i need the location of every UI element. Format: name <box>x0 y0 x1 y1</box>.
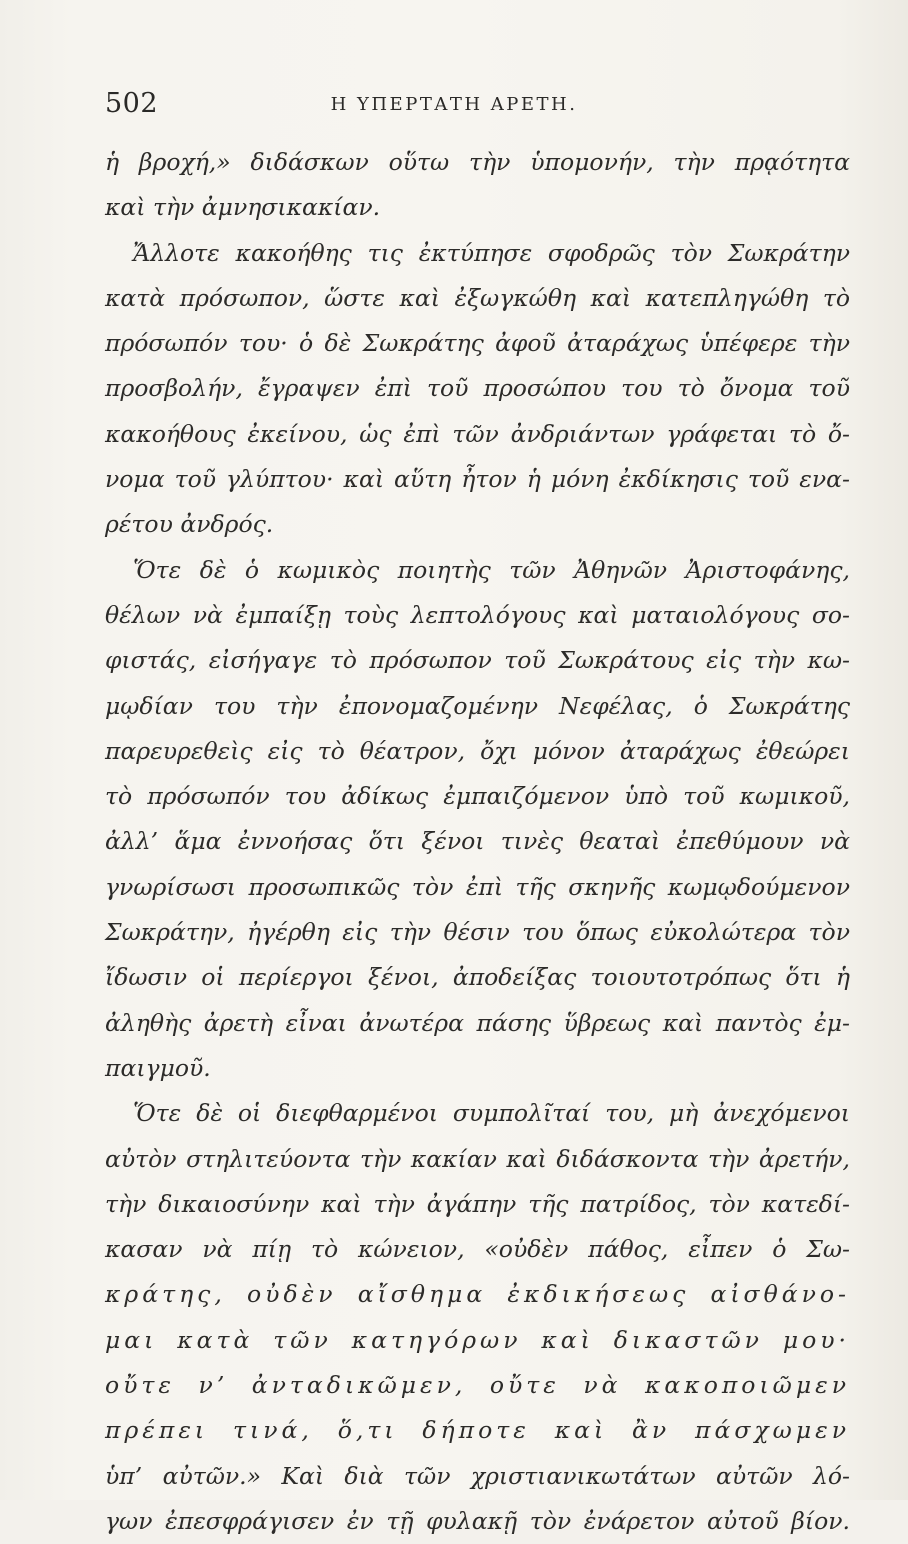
text-line: καὶ τὴν ἀμνησικακίαν. <box>105 193 381 222</box>
text-line: Ὅτε δὲ οἱ διεφθαρμένοι συμπολῖταί του, μὴ ἀνεχόμενοι <box>133 1099 850 1128</box>
text-line: μῳδίαν του τὴν ἐπονομαζομένην Νεφέλας, ὁ Σωκράτης <box>105 691 850 720</box>
text-line: ἀληθὴς ἀρετὴ εἶναι ἀνωτέρα πάσης ὕβρεως καὶ παντὸς ἐμ- <box>105 1008 850 1037</box>
page-header <box>0 88 908 128</box>
text-line: Ἄλλοτε κακοήθης τις ἐκτύπησε σφοδρῶς τὸν Σωκράτην <box>133 238 850 267</box>
text-line: πρόσωπόν του· ὁ δὲ Σωκράτης ἀφοῦ ἀταράχως ὑπέφερε τὴν <box>105 329 850 358</box>
text-line: τὸ πρόσωπόν του ἀδίκως ἐμπαιζόμενον ὑπὸ τοῦ κωμικοῦ, <box>105 782 850 811</box>
text-line: μαι κατὰ τῶν κατηγόρων καὶ δικαστῶν μου· <box>105 1325 850 1354</box>
text-line: τὴν δικαιοσύνην καὶ τὴν ἀγάπην τῆς πατρίδος, τὸν κατεδί- <box>105 1189 850 1218</box>
text-line: ἡ βροχή,» διδάσκων οὕτω τὴν ὑπομονήν, τὴν πρᾳότητα <box>105 148 850 176</box>
text-line: Σωκράτην, ἠγέρθη εἰς τὴν θέσιν του ὅπως εὐκολώτερα τὸν <box>105 918 850 947</box>
text-line: παιγμοῦ. <box>105 1053 211 1082</box>
text-line: ἴδωσιν οἱ περίεργοι ξένοι, ἀποδείξας τοιουτοτρόπως ὅτι ἡ <box>105 963 850 992</box>
text-line: αὐτὸν στηλιτεύοντα τὴν κακίαν καὶ διδάσκοντα τὴν ἀρετήν, <box>105 1144 850 1173</box>
text-line: νομα τοῦ γλύπτου· καὶ αὕτη ἦτον ἡ μόνη ἐκδίκησις τοῦ ενα- <box>105 465 850 494</box>
text-line: Ὅτε δὲ ὁ κωμικὸς ποιητὴς τῶν Ἀθηνῶν Ἀριστοφάνης, <box>133 555 850 584</box>
text-line: παρευρεθεὶς εἰς τὸ θέατρον, ὄχι μόνον ἀταράχως ἐθεώρει <box>105 736 850 765</box>
page-number: 502 <box>105 88 159 119</box>
text-line: κακοήθους ἐκείνου, ὡς ἐπὶ τῶν ἀνδριάντων γράφεται τὸ ὄ- <box>105 419 850 448</box>
text-line: ἀλλ’ ἅμα ἐννοήσας ὅτι ξένοι τινὲς θεαταὶ ἐπεθύμουν νὰ <box>105 827 850 856</box>
text-line: κατὰ πρόσωπον, ὥστε καὶ ἐξωγκώθη καὶ κατεπληγώθη τὸ <box>105 283 850 312</box>
body-text <box>105 140 850 1544</box>
text-line: κασαν νὰ πίῃ τὸ κώνειον, «οὐδὲν πάθος, εἶπεν ὁ Σω- <box>105 1235 850 1264</box>
text-line: ρέτου ἀνδρός. <box>105 510 274 539</box>
text-line: γνωρίσωσι προσωπικῶς τὸν ἐπὶ τῆς σκηνῆς κωμῳδούμενον <box>105 872 850 901</box>
text-line: πρέπει τινά, ὅ,τι δήποτε καὶ ἂν πάσχωμεν <box>105 1416 850 1445</box>
text-line: οὔτε ν’ ἀνταδικῶμεν, οὔτε νὰ κακοποιῶμεν <box>105 1371 850 1400</box>
text-line: θέλων νὰ ἐμπαίξῃ τοὺς λεπτολόγους καὶ ματαιολόγους σο- <box>105 600 850 629</box>
text-line: προσβολήν, ἔγραψεν ἐπὶ τοῦ προσώπου του τὸ ὄνομα τοῦ <box>105 374 850 403</box>
text-line: ὑπ’ αὐτῶν.» Καὶ διὰ τῶν χριστιανικωτάτων αὐτῶν λό- <box>105 1461 850 1490</box>
text-line: κράτης, οὐδὲν αἴσθημα ἐκδικήσεως αἰσθάνο- <box>105 1280 850 1309</box>
running-title: Η ΥΠΕΡΤΑΤΗ ΑΡΕΤΗ. <box>330 94 578 115</box>
text-line: γων ἐπεσφράγισεν ἐν τῇ φυλακῇ τὸν ἐνάρετον αὐτοῦ βίον. <box>105 1506 850 1535</box>
text-line: φιστάς, εἰσήγαγε τὸ πρόσωπον τοῦ Σωκράτους εἰς τὴν κω- <box>105 646 850 675</box>
